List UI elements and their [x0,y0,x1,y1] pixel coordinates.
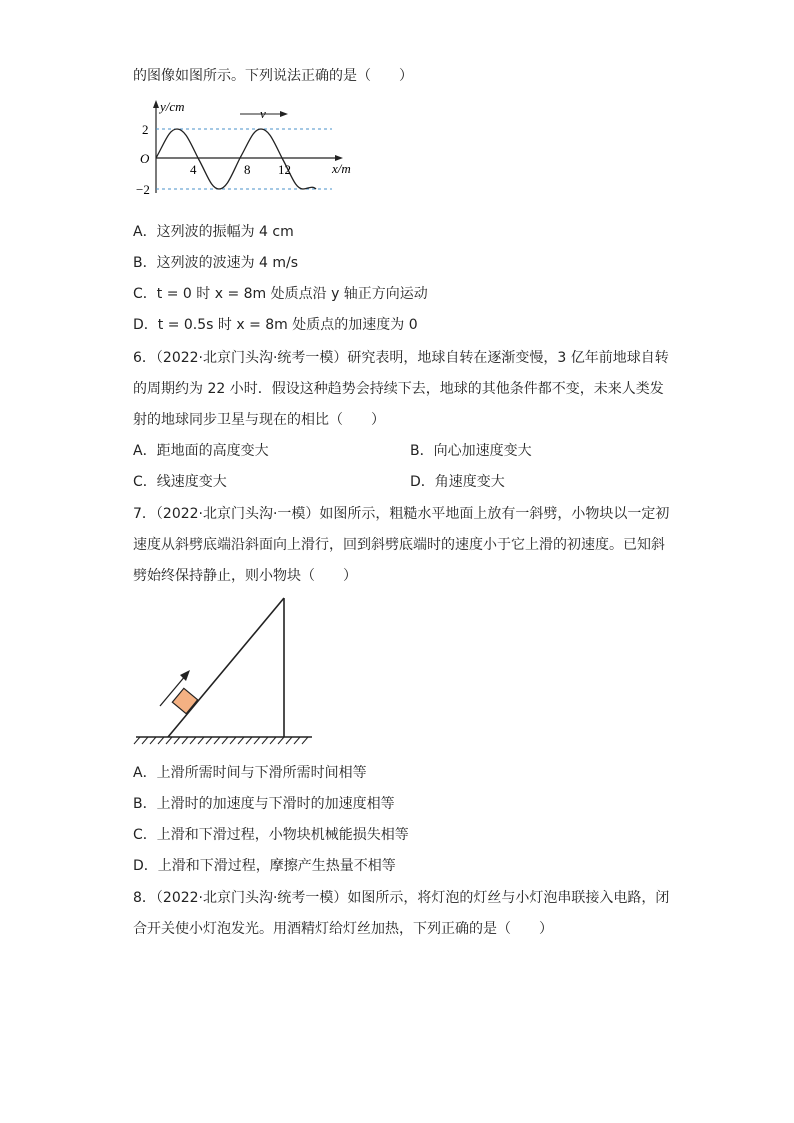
x-axis-label: x/m [332,161,351,176]
wave-curve [156,129,316,189]
q6-option-d[interactable]: D．角速度变大 [410,474,505,490]
q7-line-2: 速度从斜劈底端沿斜面向上滑行，回到斜劈底端时的速度小于它上滑的初速度。已知斜 [133,537,665,553]
sliding-block [172,688,197,713]
q6-option-a[interactable]: A．距地面的高度变大 [133,443,269,459]
q7-line-3: 劈始终保持静止，则小物块（ ） [133,568,357,584]
q8-line-1: 8．（2022·北京门头沟·统考一模）如图所示，将灯泡的灯丝与小灯泡串联接入电路，闭 [133,890,670,906]
arrow-up-icon [180,670,190,681]
q8-line-2: 合开关使小灯泡发光。用酒精灯给灯丝加热，下列正确的是（ ） [133,921,553,937]
wave-figure [132,98,362,200]
q5-option-d[interactable]: D．t = 0.5s 时 x = 8m 处质点的加速度为 0 [133,317,418,333]
incline-figure [130,592,320,752]
x-tick-8: 8 [244,162,251,177]
y-axis-label: y/cm [160,99,185,114]
incline-surface [168,598,284,737]
q6-option-c[interactable]: C．线速度变大 [133,474,227,490]
velocity-label: v [260,106,266,121]
y-tick-neg2: −2 [136,182,150,197]
q6-option-b[interactable]: B．向心加速度变大 [410,443,532,459]
origin-label: O [140,151,150,166]
q6-line-3: 射的地球同步卫星与现在的相比（ ） [133,412,385,428]
q6-line-2: 的周期约为 22 小时．假设这种趋势会持续下去，地球的其他条件都不变，未来人类发 [133,381,664,397]
x-tick-4: 4 [190,162,197,177]
q5-stem-tail: 的图像如图所示。下列说法正确的是（ ） [133,68,413,84]
q5-option-c[interactable]: C．t = 0 时 x = 8m 处质点沿 y 轴正方向运动 [133,286,428,302]
q5-option-a[interactable]: A．这列波的振幅为 4 cm [133,224,294,240]
q7-option-b[interactable]: B．上滑时的加速度与下滑时的加速度相等 [133,796,395,812]
q7-option-c[interactable]: C．上滑和下滑过程，小物块机械能损失相等 [133,827,409,843]
q6-line-1: 6．（2022·北京门头沟·统考一模）研究表明，地球自转在逐渐变慢，3 亿年前地球自转 [133,350,669,366]
q7-option-a[interactable]: A．上滑所需时间与下滑所需时间相等 [133,765,367,781]
x-tick-12: 12 [278,162,291,177]
q5-option-b[interactable]: B．这列波的波速为 4 m/s [133,255,299,271]
q7-line-1: 7．（2022·北京门头沟·一模）如图所示，粗糙水平地面上放有一斜劈，小物块以一定初 [133,506,670,522]
q7-option-d[interactable]: D．上滑和下滑过程，摩擦产生热量不相等 [133,858,396,874]
y-tick-2: 2 [142,122,149,137]
